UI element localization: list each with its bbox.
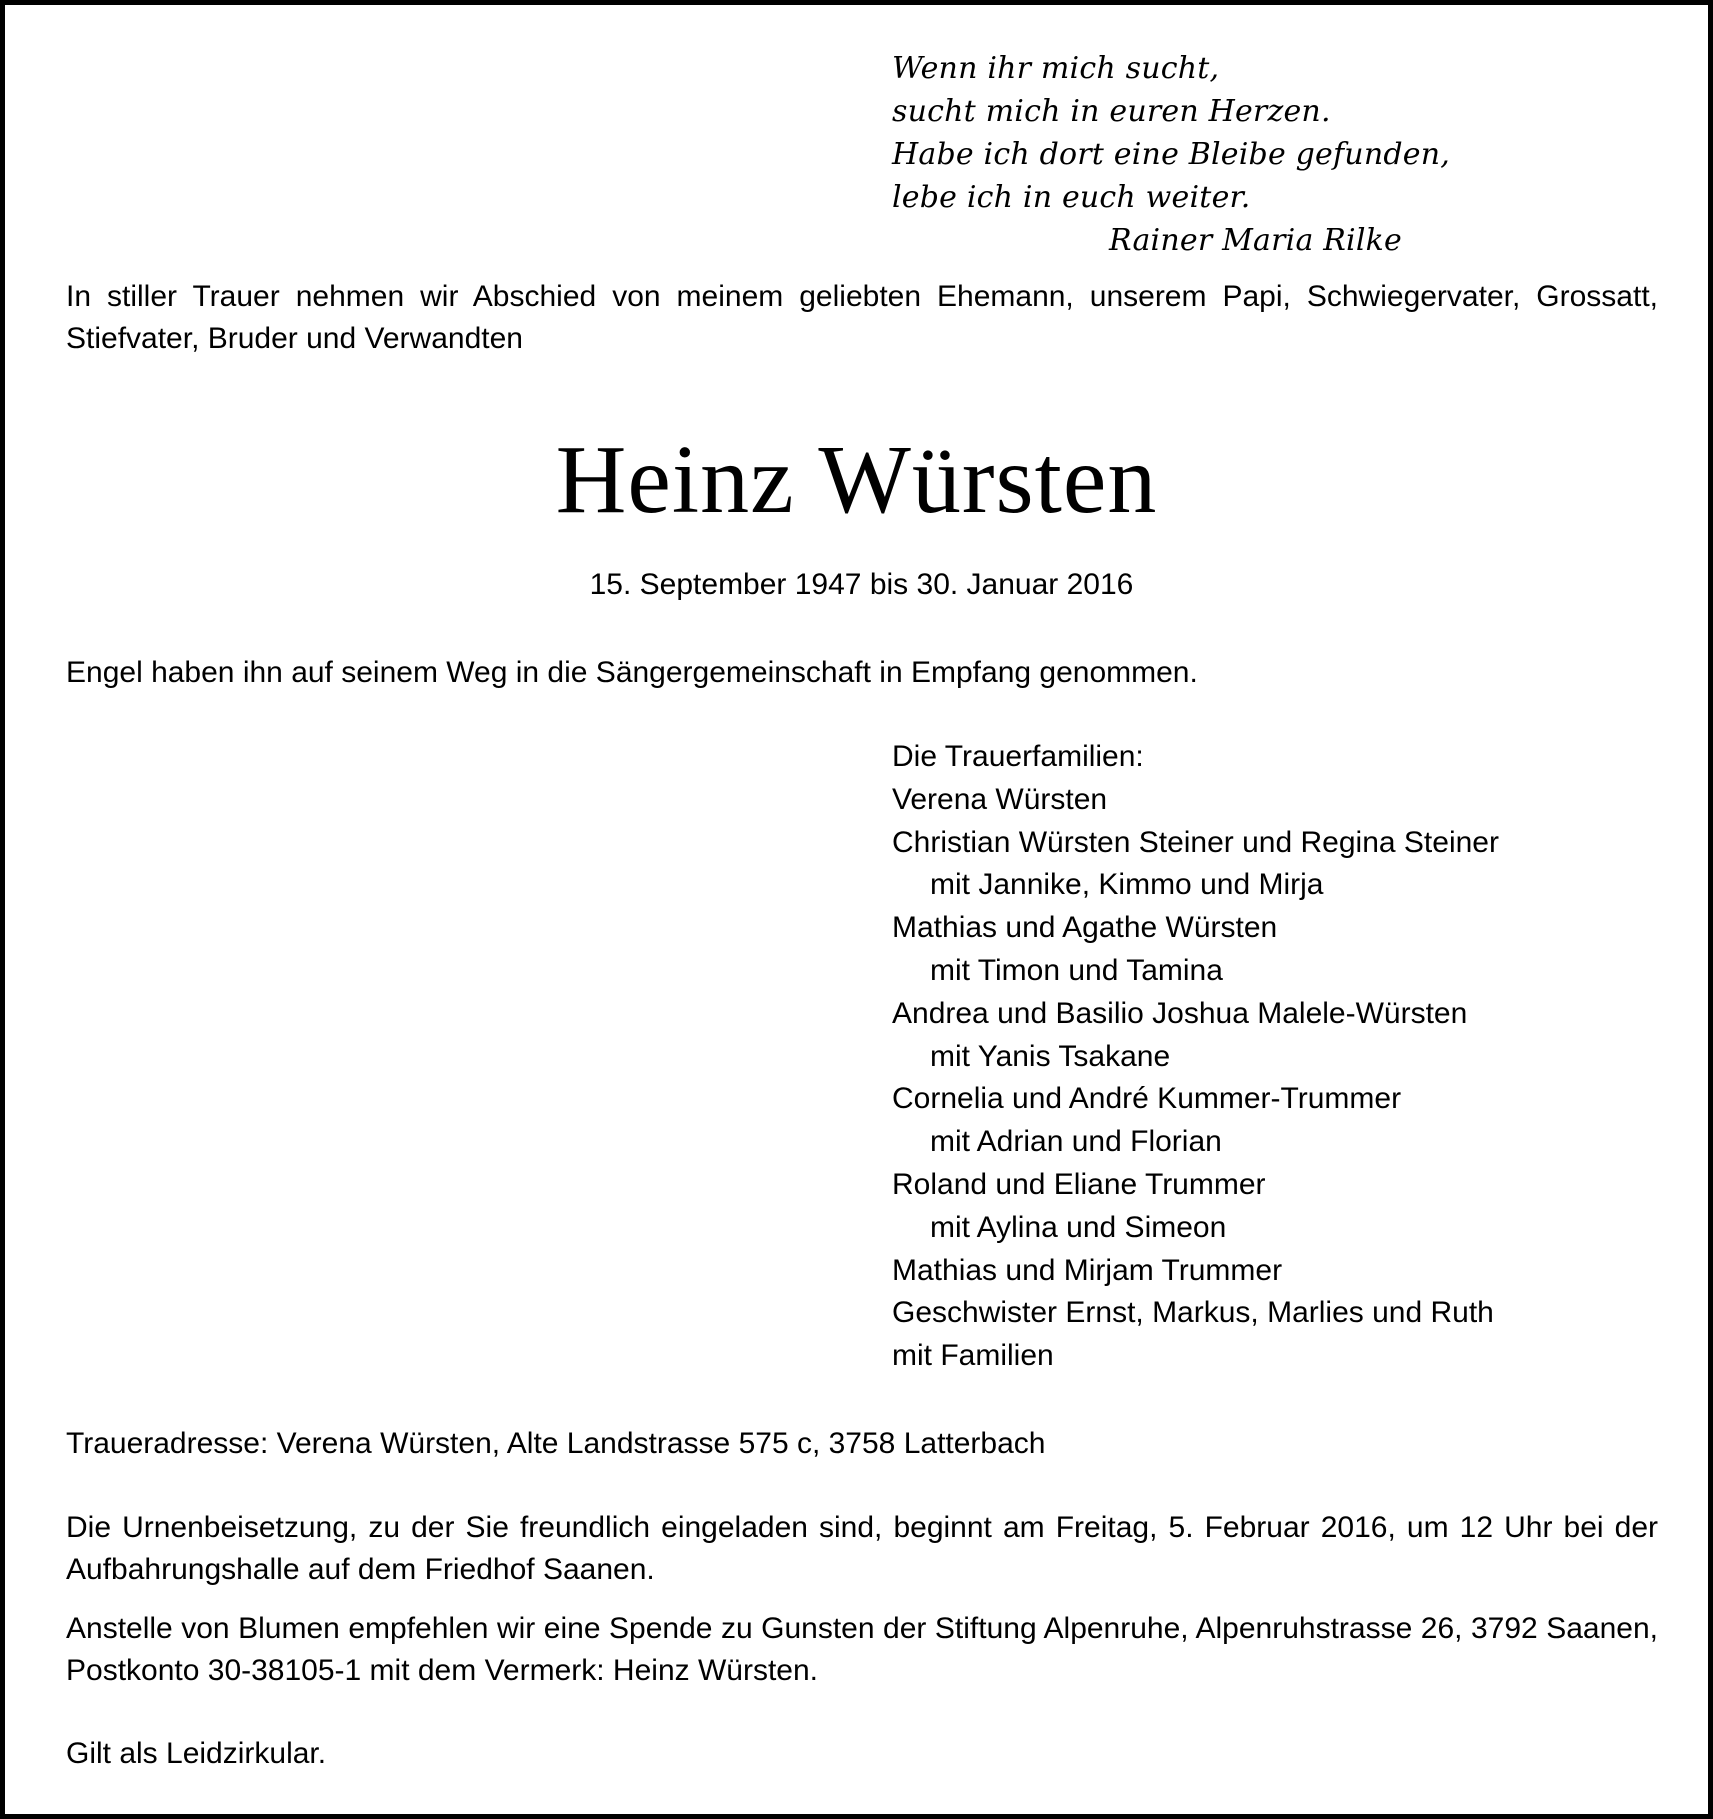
deceased-name: Heinz Würsten: [555, 426, 1158, 534]
family-member: Mathias und Agathe Würsten: [892, 911, 1278, 945]
family-member: Verena Würsten: [892, 782, 1108, 816]
family-member: Mathias und Mirjam Trummer: [892, 1253, 1283, 1287]
family-children: mit Jannike, Kimmo und Mirja: [930, 868, 1324, 902]
poem-line: lebe ich in euch weiter.: [892, 180, 1251, 215]
mourning-families: [892, 736, 1499, 1378]
poem-author: Rainer Maria Rilke: [1109, 223, 1402, 258]
poem-line: sucht mich in euren Herzen.: [892, 94, 1331, 129]
poem-line: Habe ich dort eine Bleibe gefunden,: [892, 137, 1450, 172]
life-dates: 15. September 1947 bis 30. Januar 2016: [589, 568, 1134, 601]
family-member: mit Familien: [892, 1339, 1054, 1373]
leidzirkular-note: Gilt als Leidzirkular.: [66, 1737, 327, 1770]
family-member: Geschwister Ernst, Markus, Marlies und Ruth: [892, 1296, 1494, 1330]
family-member: Andrea und Basilio Joshua Malele-Würsten: [892, 996, 1468, 1030]
donation-notice: Anstelle von Blumen empfehlen wir eine Spende zu Gunsten der Stiftung Alpenruhe, Alpenruhstrasse 26, 3792 Saanen, Postkonto 30-38105-1 mit dem Vermerk: Heinz Würsten.: [66, 1612, 1658, 1687]
engel-sentence: Engel haben ihn auf seinem Weg in die Sängergemeinschaft in Empfang genommen.: [66, 656, 1198, 689]
family-children: mit Yanis Tsakane: [930, 1039, 1171, 1073]
poem-line: Wenn ihr mich sucht,: [892, 51, 1220, 86]
family-children: mit Adrian und Florian: [930, 1125, 1222, 1159]
rilke-poem: [892, 47, 1450, 262]
family-member: Christian Würsten Steiner und Regina Steiner: [892, 825, 1499, 859]
family-member: Roland und Eliane Trummer: [892, 1167, 1266, 1201]
intro-paragraph: In stiller Trauer nehmen wir Abschied von meinem geliebten Ehemann, unserem Papi, Schwiegervater, Grossatt, Stiefvater, Bruder und Verwandten: [66, 280, 1658, 355]
family-children: mit Timon und Tamina: [930, 953, 1223, 987]
family-member: Cornelia und André Kummer-Trummer: [892, 1082, 1402, 1116]
mourning-address: Traueradresse: Verena Würsten, Alte Landstrasse 575 c, 3758 Latterbach: [66, 1427, 1046, 1460]
family-children: mit Aylina und Simeon: [930, 1210, 1227, 1244]
families-heading: Die Trauerfamilien:: [892, 740, 1144, 773]
urn-burial-notice: Die Urnenbeisetzung, zu der Sie freundlich eingeladen sind, beginnt am Freitag, 5. Februar 2016, um 12 Uhr bei der Aufbahrungshalle auf dem Friedhof Saanen.: [66, 1511, 1658, 1586]
